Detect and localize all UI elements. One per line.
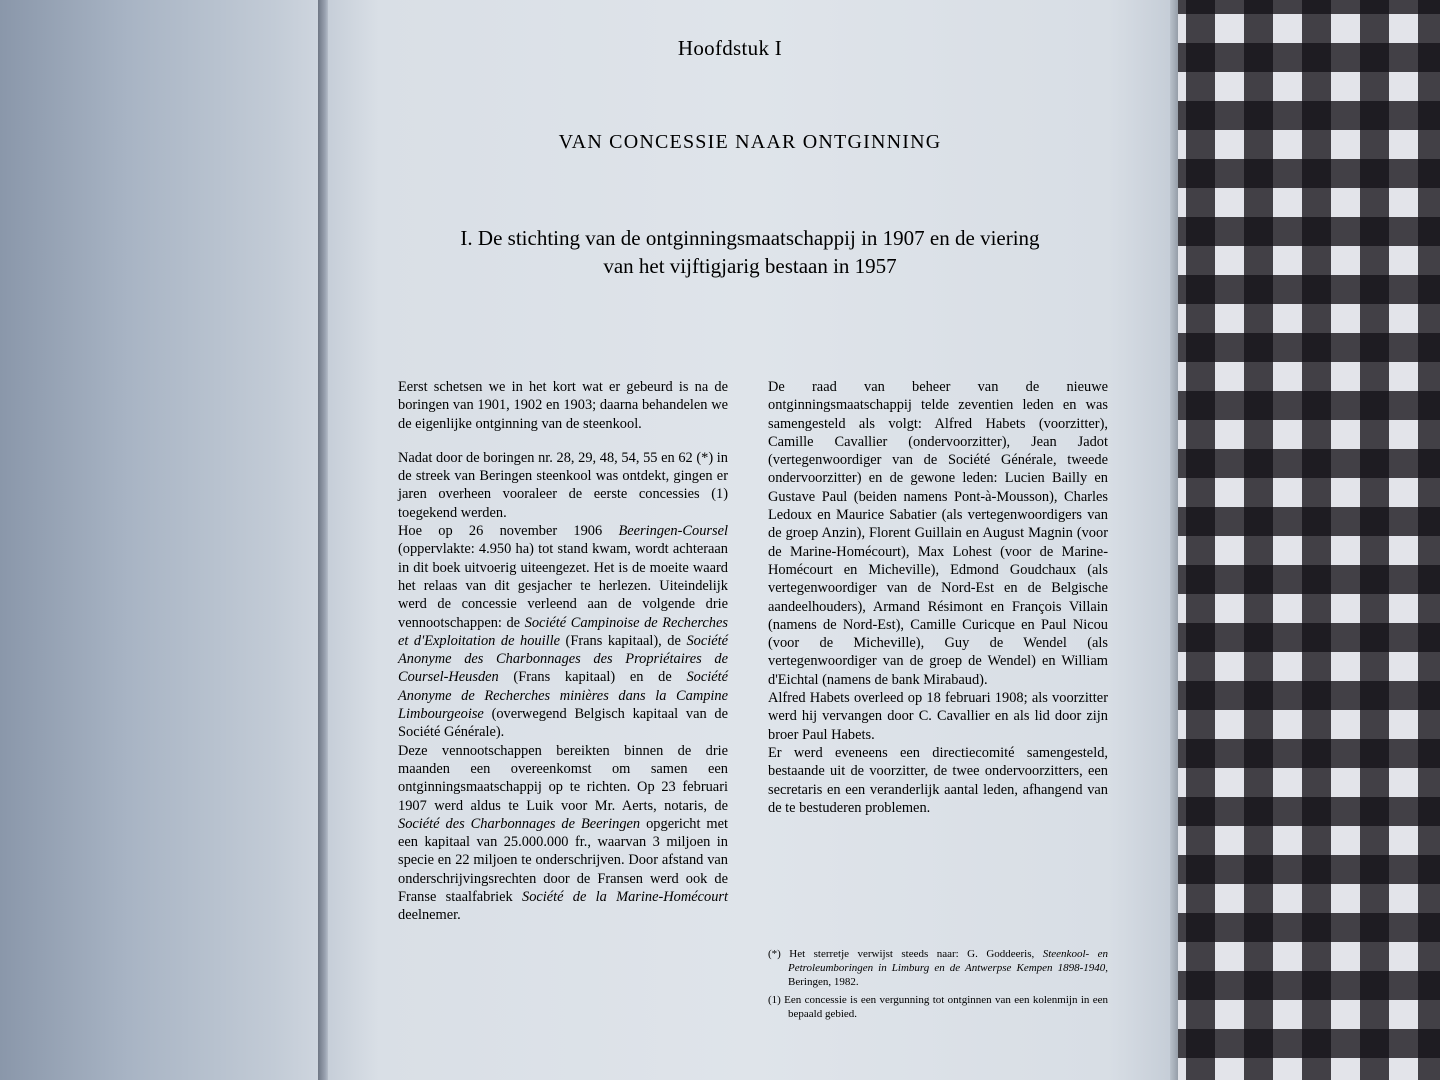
paragraph: Nadat door de boringen nr. 28, 29, 48, 54, 55 en 62 (*) in de streek van Beringen steenkool was ontdekt, gingen er jaren overheen vooraleer de eerste concessies (1) toegekend werden. [398,449,728,521]
text-run: (overwegend Belgisch kapitaal van de Société Générale). [398,706,728,741]
company-name: Société des Charbonnages de Beeringen [398,815,641,832]
checkered-tablecloth [1178,0,1440,1080]
text-run: (oppervlakte: 4.950 ha) tot stand kwam, wordt achteraan in dit boek uitvoerig uiteengezet. Het is de moeite waard het relaas van dit gesjacher te herlezen. Uiteindelijk werd de concessie verleend aan de volgende drie vennootschappen: de [398,541,728,631]
company-name: Société Anonyme de Recherches minières dans la Campine Limbourgeoise [398,669,728,723]
section-heading-line-2: van het vijftigjarig bestaan in 1957 [603,254,897,278]
footnote-1: (1) Een concessie is een vergunning tot ontginnen van een kolenmijn in een bepaald gebied. [768,993,1108,1020]
text-run: (Frans kapitaal) en de [498,669,687,686]
footnotes [768,947,1108,1024]
cited-title: Steenkool- en Petroleumboringen in Limburg en de Antwerpse Kempen 1898-1940 [788,948,1108,975]
text-run: (Frans kapitaal), de [559,632,687,649]
company-name: Société de la Marine-Homécourt [522,889,728,906]
left-text-column [398,378,728,925]
section-heading-line-1: I. De stichting van de ontginningsmaatschappij in 1907 en de viering [460,226,1040,250]
right-text-column [768,378,1108,817]
paragraph [398,522,728,742]
text-run: Deze vennootschappen bereikten binnen de drie maanden een overeenkomst om samen een ontginningsmaatschappij op te richten. Op 23 februari 1907 werd aldus te Luik voor Mr. Aerts, notaris, de [398,742,728,814]
text-run: deelnemer. [398,907,461,924]
left-page-blank [0,0,322,1080]
section-heading [390,224,1110,280]
paragraph [398,742,728,925]
chapter-title: VAN CONCESSIE NAAR ONTGINNING [558,131,942,153]
text-run: (*) Het sterretje verwijst steeds naar: G. Goddeeris, [768,948,1043,960]
text-run: opgericht met een kapitaal van 25.000.000 fr., waarvan 3 miljoen in specie en 22 miljoen te onderschrijven. Door afstand van onderschrijvingsrechten door de Fransen werd ook de Franse staalfabriek [398,815,729,906]
footnote-asterisk [768,947,1108,990]
paragraph: Er werd eveneens een directiecomité samengesteld, bestaande uit de voorzitter, de twee ondervoorzitters, een secretaris en een veranderlijk aantal leden, afhangend van de te bestuderen problemen. [768,744,1108,816]
text-run: , Beringen, 1982. [788,962,1108,989]
paragraph: Alfred Habets overleed op 18 februari 1908; als voorzitter werd hij vervangen door C. Cavallier en als lid door zijn broer Paul Habets. [768,690,1108,743]
concession-name: Beeringen-Coursel [618,523,728,540]
paragraph: Eerst schetsen we in het kort wat er gebeurd is na de boringen van 1901, 1902 en 1903; daarna behandelen we de eigenlijke ontginning van de steenkool. [398,379,728,432]
text-run: Hoe op 26 november 1906 [398,523,619,540]
chapter-label: Hoofdstuk I [677,36,783,60]
company-name: Société Campinoise de Recherches et d'Exploitation de houille [398,614,728,649]
company-name: Société Anonyme des Charbonnages des Propriétaires de Coursel-Heusden [398,632,728,686]
paragraph: De raad van beheer van de nieuwe ontginningsmaatschappij telde zeventien leden en was samengesteld als volgt: Alfred Habets (voorzitter), Camille Cavallier (ondervoorzitter), Jean Jadot (vertegenwoordiger van de Société Générale, tweede ondervoorzitter) en de gewone leden: Lucien Bailly en Gustave Paul (beiden namens Pont-à-Mousson), Charles Ledoux en Maurice Sabatier (als vertegenwoordigers van de groep Anzin), Florent Guillain en August Magnin (voor de Marine-Homécourt), Max Lohest (voor de Marine-Homécourt en Micheville), Edmond Goudchaux (als vertegenwoordiger van de Nord-Est en de Belgische aandeelhouders), Armand Résimont en François Villain (namens de Nord-Est), Camille Curicque en Paul Nicou (voor de Micheville), Guy de Wendel (als vertegenwoordiger van de groep de Wendel) en William d'Eichtal (namens de bank Mirabaud). [768,379,1108,688]
